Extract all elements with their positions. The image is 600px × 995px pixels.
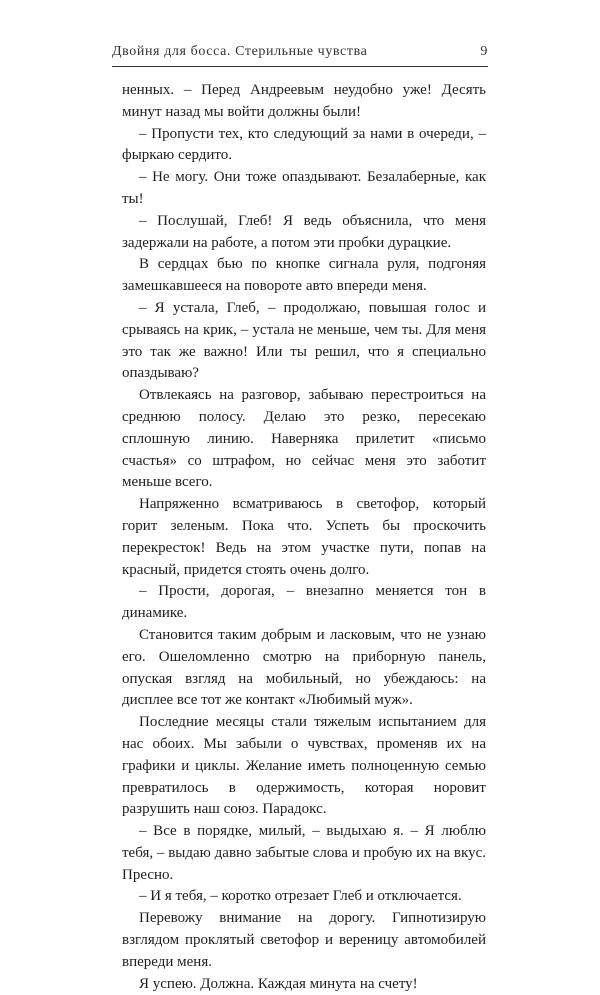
- paragraph: – И я тебя, – коротко отрезает Глеб и отключается.: [139, 888, 462, 905]
- header-rule: [112, 66, 488, 67]
- paragraph: Я успею. Должна. Каждая минута на счету!: [139, 975, 418, 992]
- paragraph: Последние месяцы стали тяжелым испытанием для нас обоих. Мы забыли о чувствах, променяв их на графики и циклы. Желание иметь полноценную семью превратилось в одержимость, которая норовит разрушить наш союз. Парадокс.: [122, 714, 486, 818]
- paragraph: – Послушай, Глеб! Я ведь объяснила, что меня задержали на работе, а потом эти пробки дурацкие.: [122, 212, 486, 251]
- paragraph: ненных. – Перед Андреевым неудобно уже! Десять минут назад мы войти должны были!: [122, 82, 486, 120]
- paragraph: – Не могу. Они тоже опаздывают. Безалаберные, как ты!: [122, 169, 486, 207]
- paragraph: – Я устала, Глеб, – продолжаю, повышая голос и срываясь на крик, – устала не меньше, чем ты. Для меня это так же важно! Или ты решил, что я специально опаздываю?: [122, 299, 486, 382]
- running-header: [112, 44, 488, 66]
- paragraph: Отвлекаясь на разговор, забываю перестроиться на среднюю полосу. Делаю это резко, пересекаю сплошную линию. Наверняка прилетит «письмо счастья» со штрафом, но сейчас меня это заботит меньше всего.: [122, 387, 486, 491]
- page-number: 9: [480, 44, 488, 59]
- paragraph: – Все в порядке, милый, – выдыхаю я. – Я люблю тебя, – выдаю давно забытые слова и пробую их на вкус. Пресно.: [122, 823, 486, 883]
- paragraph: Становится таким добрым и ласковым, что не узнаю его. Ошеломленно смотрю на приборную панель, опуская взгляд на мобильный, но убеждаюсь: на дисплее все тот же контакт «Любимый муж».: [122, 626, 486, 709]
- running-title: Двойня для босса. Стерильные чувства: [112, 44, 368, 59]
- paragraph: В сердцах бью по кнопке сигнала руля, подгоняя замешкавшееся на повороте авто впереди меня.: [122, 256, 486, 295]
- paragraph: – Прости, дорогая, – внезапно меняется тон в динамике.: [122, 583, 486, 622]
- body-text: [122, 80, 486, 995]
- paragraph: – Пропусти тех, кто следующий за нами в очереди, – фыркаю сердито.: [122, 125, 486, 164]
- paragraph: Напряженно всматриваюсь в светофор, который горит зеленым. Пока что. Успеть бы проскочить перекресток! Ведь на этом участке пути, попав на красный, придется стоять очень долго.: [122, 496, 486, 578]
- paragraph: Перевожу внимание на дорогу. Гипнотизирую взглядом проклятый светофор и вереницу автомобилей впереди меня.: [122, 910, 486, 970]
